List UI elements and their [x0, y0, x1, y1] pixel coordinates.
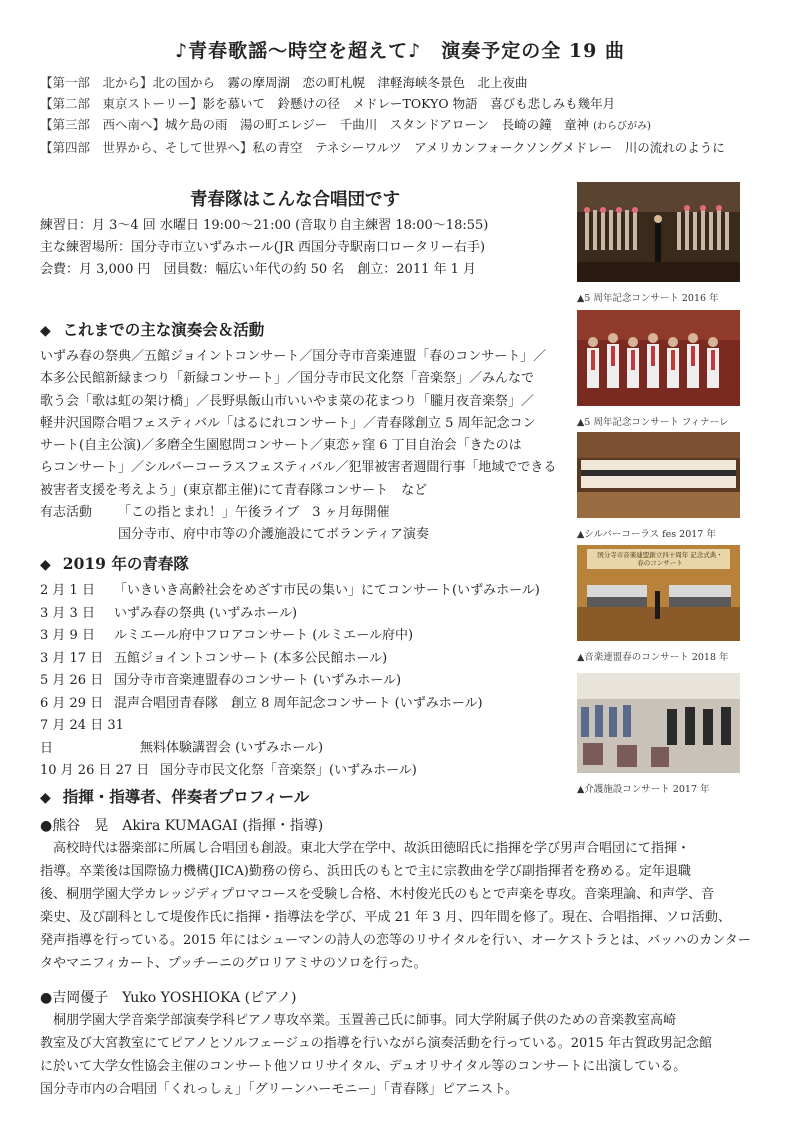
profiles-heading: [40, 785, 309, 807]
program-note: (わらびがみ): [593, 121, 651, 132]
photo-caption: ▲5 周年記念コンサート フィナーレ: [577, 417, 729, 428]
diamond-icon: ◆: [40, 557, 51, 573]
photo-anniversary-finale: [577, 310, 740, 428]
schedule-date: 7 月 24 日 31 日: [40, 718, 124, 756]
fee-info: 会費：月 3,000 円 団員数：幅広い年代の約 50 名 創立：2011 年 1 月: [40, 262, 477, 277]
photo-caption: ▲音楽連盟春のコンサート 2018 年: [577, 652, 729, 663]
activity-line: いずみ春の祭典／五館ジョイントコンサート／国分寺市音楽連盟「春のコンサート」／: [40, 349, 547, 364]
program-songs: 私の青空 テネシーワルツ アメリカンフォークソングメドレー 川の流れのように: [252, 140, 725, 155]
program-row-3: [40, 114, 725, 137]
schedule-event: いずみ春の祭典 (いずみホール): [114, 605, 298, 621]
program-part: 【第三部 西へ南へ】: [40, 117, 166, 132]
bio-line: 教室及び大宮教室にてピアノとソルフェージュの指導を行いながら演奏活動を行っている。2015 年古賀政男記念館: [40, 1036, 713, 1051]
schedule-heading: [40, 552, 189, 574]
schedule-item: [40, 625, 540, 648]
choir-photo: [577, 310, 740, 406]
diamond-icon: ◆: [40, 323, 51, 339]
activities-heading: [40, 318, 264, 340]
pianist-bio: [40, 1009, 770, 1101]
schedule-item: [40, 693, 540, 716]
practice-info: 練習日：月 3～4 回 水曜日 19:00～21:00 (音取り自主練習 18:00～18:55): [40, 218, 489, 233]
schedule-date: 6 月 29 日: [40, 695, 104, 711]
page-title: ♪青春歌謡～時空を超えて♪ 演奏予定の全 19 曲: [175, 40, 625, 62]
schedule-item: [40, 670, 540, 693]
bio-line: 楽史、及び副科として堤俊作氏に指揮・指導法を学び、平成 21 年 3 月、四年間を修了。現在、合唱指揮、ソロ活動、: [40, 910, 731, 925]
photo-care-facility: [577, 673, 740, 795]
schedule-date: 5 月 26 日: [40, 673, 104, 688]
choir-photo: [577, 182, 740, 282]
program-songs: 城ケ島の雨 湯の町エレジー 千曲川 スタンドアローン 長崎の鐘 童神: [165, 117, 590, 132]
schedule-item: [40, 648, 540, 671]
bio-line: 指導。卒業後は国際協力機構(JICA)勤務の傍ら、浜田氏のもとで主に宗教曲を学び副指揮者を務める。定年退職: [40, 864, 691, 879]
schedule-item: [40, 603, 540, 626]
pianist-name: ●吉岡優子 Yuko YOSHIOKA (ピアノ): [40, 990, 297, 1006]
choir-photo: [577, 673, 740, 773]
conductor-name: ●熊谷 晃 Akira KUMAGAI (指揮・指導): [40, 818, 324, 834]
photo-caption: ▲シルバーコーラス fes 2017 年: [577, 529, 716, 540]
schedule-heading-text: 2019 年の青春隊: [62, 554, 189, 573]
schedule-event: 「いきいき高齢社会をめざす市民の集い」にてコンサート(いずみホール): [114, 583, 540, 598]
schedule-date: 3 月 9 日: [40, 628, 95, 643]
bio-line: に於いて大学女性協会主催のコンサート他ソロリサイタル、デュオリサイタル等のコンサートに出演している。: [40, 1059, 687, 1074]
program-part: 【第二部 東京ストーリー】: [40, 96, 203, 111]
choir-photo: [577, 432, 740, 518]
choir-info: [40, 215, 488, 281]
activity-line: らコンサート」／シルバーコーラスフェスティバル／犯罪被害者週間行事「地域でできる: [40, 460, 557, 476]
schedule-date: 3 月 3 日: [40, 605, 95, 621]
conductor-profile: [40, 815, 770, 975]
program-part: 【第一部 北から】: [40, 75, 153, 90]
diamond-icon: ◆: [40, 790, 51, 806]
activity-line: 被害者支援を考えよう」(東京都主催)にて青春隊コンサート など: [40, 482, 428, 498]
bio-line: 国分寺市内の合唱団「くれっしぇ」「グリーンハーモニー」「青春隊」ピアニスト。: [40, 1082, 519, 1097]
place-info: 主な練習場所：国分寺市立いずみホール(JR 西国分寺駅南口ロータリー右手): [40, 240, 486, 255]
activity-line: 本多公民館新緑まつり「新緑コンサート」／国分寺市民文化祭「音楽祭」／みんなで: [40, 371, 535, 387]
profiles-heading-text: 指揮・指導者、伴奏者プロフィール: [62, 787, 310, 806]
photo-spring-concert-2018: [577, 545, 740, 663]
schedule-item: [40, 715, 540, 760]
program-part: 【第四部 世界から、そして世界へ】: [40, 140, 253, 155]
bio-line: 高校時代は器楽部に所属し合唱団も創設。東北大学在学中、故浜田徳昭氏に指揮を学び男声合唱団にて指揮・: [53, 841, 691, 856]
schedule-date: 3 月 17 日: [40, 650, 104, 666]
activities-body: [40, 346, 565, 547]
schedule-event: 五館ジョイントコンサート (本多公民館ホール): [114, 650, 388, 666]
photo-caption: ▲5 周年記念コンサート 2016 年: [577, 293, 719, 304]
program-list: [40, 72, 725, 158]
activity-line: 軽井沢国際合唱フェスティバル「はるにれコンサート」／青春隊創立 5 周年記念コン: [40, 415, 536, 431]
program-row-1: [40, 72, 725, 93]
photo-anniversary-2016: [577, 182, 740, 304]
schedule-event: 国分寺市民文化祭「音楽祭」(いずみホール): [160, 763, 417, 778]
activities-heading-text: これまでの主な演奏会＆活動: [62, 320, 265, 339]
schedule-event: 国分寺市音楽連盟春のコンサート (いずみホール): [114, 673, 402, 688]
choir-title: 青春隊はこんな合唱団です: [190, 190, 400, 210]
photo-caption: ▲介護施設コンサート 2017 年: [577, 784, 710, 795]
bio-line: 桐朋学園大学音楽学部演奏学科ピアノ専攻卒業。玉置善己氏に師事。同大学附属子供のための音楽教室高崎: [53, 1013, 676, 1028]
photo-silver-chorus: [577, 432, 740, 540]
bio-line: タやマニフィカート、プッチーニのグロリアミサのソロを行った。: [40, 956, 427, 971]
program-songs: 北の国から 霧の摩周湖 恋の町札幌 津軽海峡冬景色 北上夜曲: [152, 75, 528, 90]
schedule-date: 2 月 1 日: [40, 583, 95, 598]
conductor-bio: [40, 837, 770, 975]
schedule-event: 無料体験講習会 (いずみホール): [140, 740, 324, 756]
volunteer-text-1: 「この指とまれ！」午後ライブ 3 ヶ月毎開催: [118, 505, 390, 521]
activity-line: 歌う会「歌は虹の架け橋」／長野県飯山市いいやま菜の花まつり「朧月夜音楽祭」／: [40, 393, 535, 409]
photo-banner-text: 国分寺市音楽連盟創立四十周年 記念式典・春のコンサート: [597, 551, 723, 567]
volunteer-line-2: 国分寺市、府中市等の介護施設にてボランティア演奏: [118, 527, 429, 543]
schedule-item: [40, 760, 540, 783]
volunteer-line-1: [40, 502, 565, 524]
activity-line: サート(自主公演)／多磨全生園慰問コンサート／東恋ヶ窪 6 丁目自治会「きたのは: [40, 438, 522, 454]
schedule-event: 混声合唱団青春隊 創立 8 周年記念コンサート (いずみホール): [114, 695, 483, 711]
program-row-4: [40, 137, 725, 158]
bio-line: 発声指導を行っている。2015 年にはシューマンの詩人の恋等のリサイタルを行い、オーケストラとは、バッハのカンター: [40, 933, 751, 948]
schedule-event: ルミエール府中フロアコンサート (ルミエール府中): [114, 628, 414, 643]
volunteer-label: 有志活動: [40, 505, 93, 521]
bio-line: 後、桐朋学園大学カレッジディプロマコースを受験し合格、木村俊光氏のもとで声楽を専攻。音楽理論、和声学、音: [40, 887, 715, 902]
program-songs: 影を慕いて 鈴懸けの径 メドレーTOKYO 物語 喜びも悲しみも幾年月: [202, 96, 616, 111]
schedule-item: [40, 580, 540, 603]
schedule-date: 10 月 26 日 27 日: [40, 763, 150, 778]
schedule-list: [40, 580, 540, 783]
program-row-2: [40, 93, 725, 114]
pianist-profile: [40, 987, 770, 1101]
